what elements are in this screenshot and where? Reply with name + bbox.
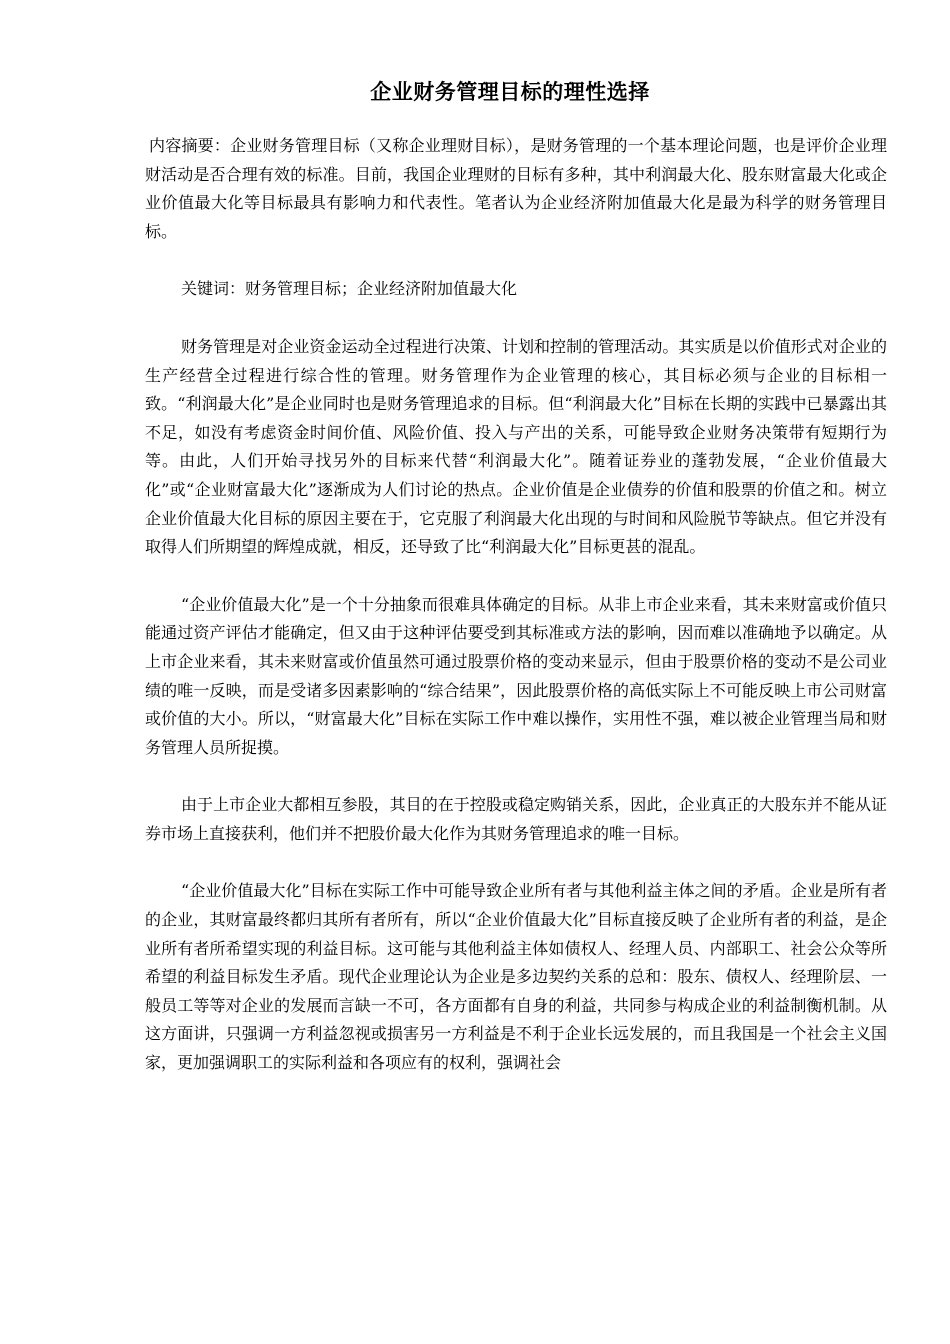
document-body: [145, 132, 887, 1107]
document-title: 企业财务管理目标的理性选择: [370, 79, 650, 104]
body-paragraph-4: “企业价值最大化”目标在实际工作中可能导致企业所有者与其他利益主体之间的矛盾。企业是所有者的企业，其财富最终都归其所有者所有，所以“企业价值最大化”目标直接反映了企业所有者的利益，是企业所有者所希望实现的利益目标。这可能与其他利益主体如债权人、经理人员、内部职工、社会公众等所希望的利益目标发生矛盾。现代企业理论认为企业是多边契约关系的总和：股东、债权人、经理阶层、一般员工等等对企业的发展而言缺一不可，各方面都有自身的利益，共同参与构成企业的利益制衡机制。从这方面讲，只强调一方利益忽视或损害另一方利益是不利于企业长远发展的，而且我国是一个社会主义国家，更加强调职工的实际利益和各项应有的权利，强调社会: [145, 881, 887, 1073]
keywords-paragraph: 关键词：财务管理目标；企业经济附加值最大化: [181, 279, 518, 299]
body-paragraph-1: 财务管理是对企业资金运动全过程进行决策、计划和控制的管理活动。其实质是以价值形式对企业的生产经营全过程进行综合性的管理。财务管理作为企业管理的核心，其目标必须与企业的目标相一致。“利润最大化”是企业同时也是财务管理追求的目标。但“利润最大化”目标在长期的实践中已暴露出其不足，如没有考虑资金时间价值、风险价值、投入与产出的关系，可能导致企业财务决策带有短期行为等。由此，人们开始寻找另外的目标来代替“利润最大化”。随着证券业的蓬勃发展，“企业价值最大化”或“企业财富最大化”逐渐成为人们讨论的热点。企业价值是企业债券的价值和股票的价值之和。树立企业价值最大化目标的原因主要在于，它克服了利润最大化出现的与时间和风险脱节等缺点。但它并没有取得人们所期望的辉煌成就，相反，还导致了比“利润最大化”目标更甚的混乱。: [145, 336, 887, 557]
body-paragraph-3: 由于上市企业大都相互参股，其目的在于控股或稳定购销关系，因此，企业真正的大股东并不能从证券市场上直接获利，他们并不把股价最大化作为其财务管理追求的唯一目标。: [145, 795, 887, 843]
abstract-paragraph: 内容摘要：企业财务管理目标（又称企业理财目标），是财务管理的一个基本理论问题，也是评价企业理财活动是否合理有效的标准。目前，我国企业理财的目标有多种，其中利润最大化、股东财富最大化或企业价值最大化等目标最具有影响力和代表性。笔者认为企业经济附加值最大化是最为科学的财务管理目标。: [145, 136, 887, 241]
body-paragraph-2: “企业价值最大化”是一个十分抽象而很难具体确定的目标。从非上市企业来看，其未来财富或价值只能通过资产评估才能确定，但又由于这种评估要受到其标准或方法的影响，因而难以准确地予以确定。从上市企业来看，其未来财富或价值虽然可通过股票价格的变动来显示，但由于股票价格的变动不是公司业绩的唯一反映，而是受诸多因素影响的“综合结果”，因此股票价格的高低实际上不可能反映上市公司财富或价值的大小。所以，“财富最大化”目标在实际工作中难以操作，实用性不强，难以被企业管理当局和财务管理人员所捉摸。: [145, 594, 887, 757]
